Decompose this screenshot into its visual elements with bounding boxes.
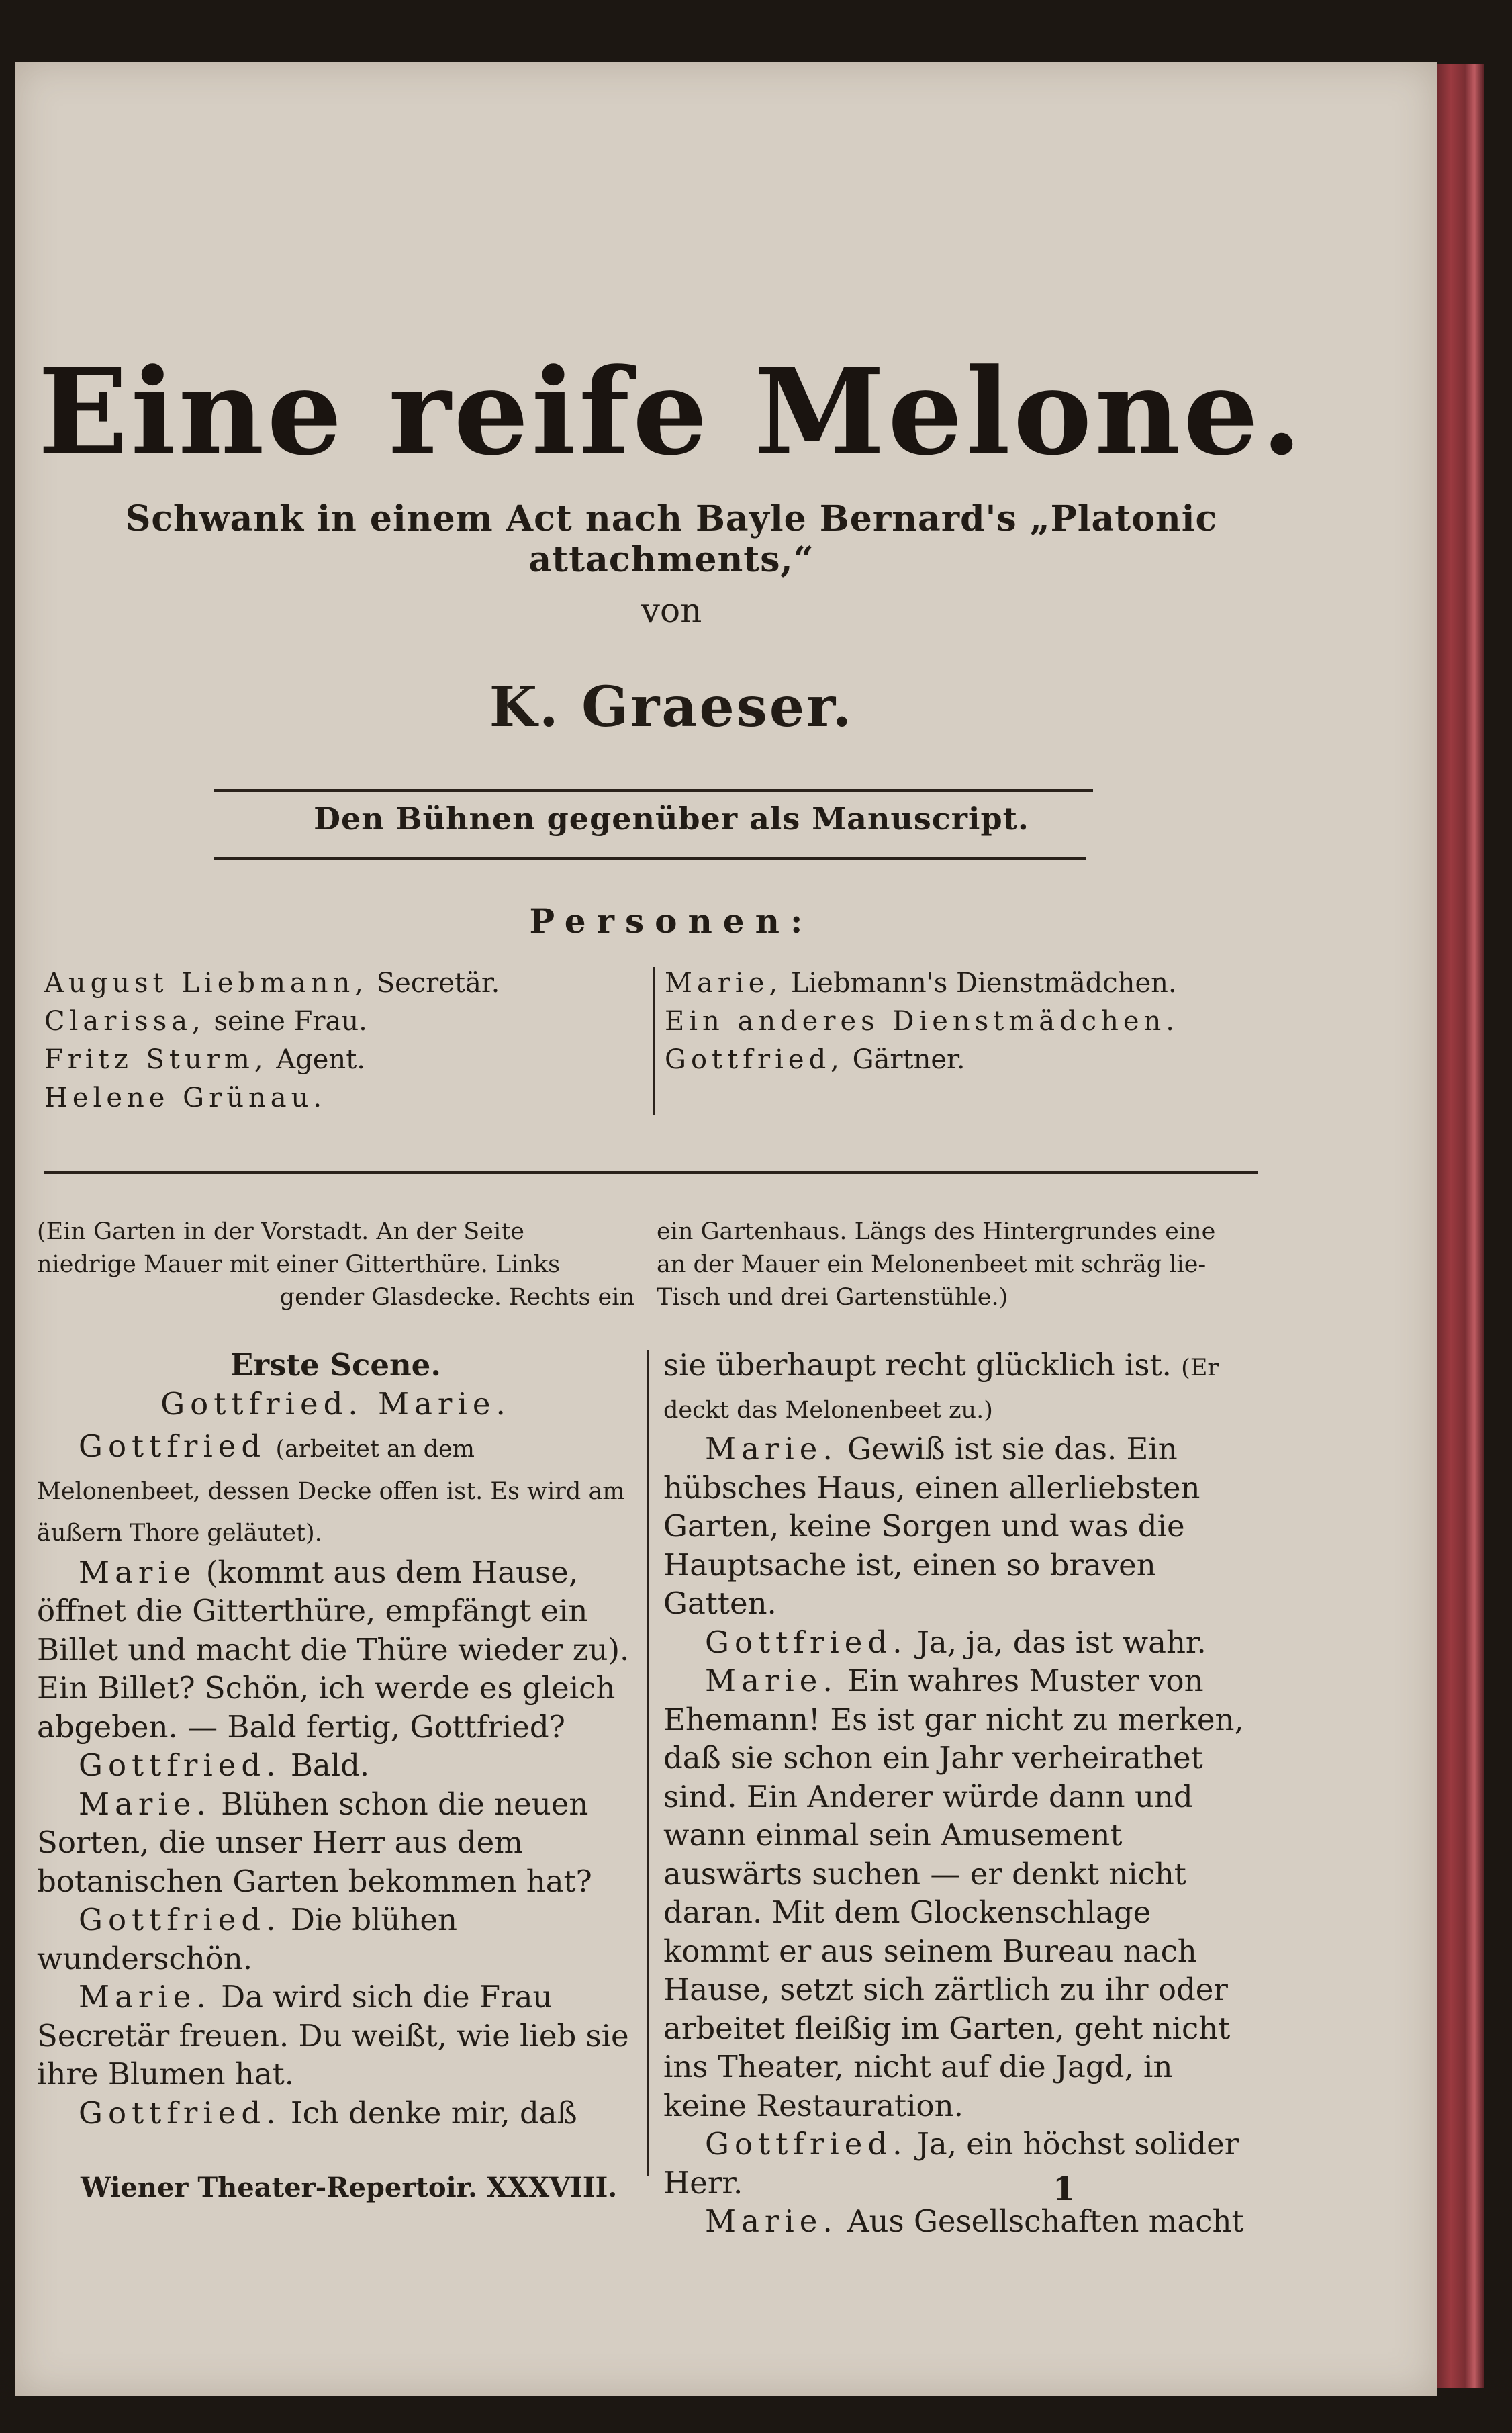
footer-series: Wiener Theater-Repertoir. XXXVIII. — [81, 2172, 618, 2203]
play-subtitle: Schwank in einem Act nach Bayle Bernard's „Platonic attachments,“ — [125, 498, 1218, 580]
cast-entry: Gottfried, Gärtner. — [665, 1044, 965, 1075]
speech-entry: Marie. Da wird sich die Frau Secretär freuen. Du weißt, wie lieb sie ihre Blumen hat. — [37, 1979, 629, 2092]
speech-entry: Gottfried. Die blühen wunderschön. — [37, 1902, 458, 1976]
speech-entry: Gottfried. Ja, ein höchst solider Herr. — [663, 2126, 1239, 2201]
speech-entry: Gottfried. Ja, ja, das ist wahr. — [705, 1624, 1207, 1660]
speech-entry: Marie. Aus Gesellschaften macht — [705, 2203, 1244, 2239]
cast-divider — [653, 967, 655, 1115]
stage-direction-left: (Ein Garten in der Vorstadt. An der Seite niedrige Mauer mit einer Gitterthüre. Links gender Glasdecke. Rechts ein — [37, 1218, 634, 1311]
speech-entry: Gottfried. Bald. — [79, 1747, 370, 1783]
page-edge — [1437, 64, 1484, 2388]
right-column — [663, 1346, 1261, 2241]
cast-right — [665, 964, 1336, 1079]
cast-entry: August Liebmann, Secretär. — [44, 968, 500, 999]
manuscript-note: Den Bühnen gegenüber als Manuscript. — [314, 800, 1029, 837]
speech-entry: Marie (kommt aus dem Hause, öffnet die Gitterthüre, empfängt ein Billet und macht die Thüre wieder zu). Ein Billet? Schön, ich werde es gleich abgeben. — Bald fertig, Gottfried? — [37, 1554, 630, 1745]
stage-direction-right: ein Gartenhaus. Längs des Hintergrundes eine an der Mauer ein Melonenbeet mit schräg lie- Tisch und drei Gartenstühle.) — [657, 1218, 1216, 1311]
scene-characters: Gottfried. Marie. — [160, 1385, 511, 1422]
page-number: 1 — [1053, 2170, 1076, 2208]
cast-entry: Marie, Liebmann's Dienstmädchen. — [665, 968, 1177, 999]
speech-entry: Marie. Blühen schon die neuen Sorten, die unser Herr aus dem botanischen Garten bekommen hat? — [37, 1786, 592, 1899]
speech-entry: sie überhaupt recht glücklich ist. (Er deckt das Melonenbeet zu.) — [663, 1347, 1219, 1424]
cast-entry: Clarissa, seine Frau. — [44, 1006, 367, 1037]
author-name: K. Graeser. — [489, 675, 854, 739]
column-divider — [647, 1350, 649, 2176]
speech-entry: Marie. Gewiß ist sie das. Ein hübsches Haus, einen allerliebsten Garten, keine Sorgen und was die Hauptsache ist, einen so braven Gatten. — [663, 1431, 1200, 1621]
cast-rule — [44, 1171, 1258, 1174]
cast-entry: Fritz Sturm, Agent. — [44, 1044, 365, 1075]
cast-entry: Helene Grünau. — [44, 1083, 327, 1113]
left-column — [37, 1346, 634, 2132]
play-title: Eine reife Melone. — [38, 342, 1305, 481]
rule-top — [214, 789, 1093, 792]
cast-entry: Ein anderes Dienstmädchen. — [665, 1006, 1179, 1037]
cast-left — [44, 964, 635, 1117]
scene-heading: Erste Scene. — [230, 1347, 441, 1383]
speech-entry: Gottfried (arbeitet an dem Melonenbeet, dessen Decke offen ist. Es wird am äußern Thore geläutet). — [37, 1428, 625, 1547]
speech-entry: Marie. Ein wahres Muster von Ehemann! Es ist gar nicht zu merken, daß sie schon ein Jahr verheirathet sind. Ein Anderer würde dann und wann einmal sein Amusement auswärts suchen — er denkt nicht daran. Mit dem Glockenschlage kommt er aus seinem Bureau nach Hause, setzt sich zärtlich zu ihr oder arbeitet fleißig im Garten, geht nicht ins Theater, nicht auf die Jagd, in keine Restauration. — [663, 1663, 1244, 2123]
speech-entry: Gottfried. Ich denke mir, daß — [79, 2095, 577, 2131]
von-label: von — [641, 591, 702, 630]
rule-bottom — [214, 857, 1086, 860]
personen-heading: Personen: — [529, 901, 814, 941]
